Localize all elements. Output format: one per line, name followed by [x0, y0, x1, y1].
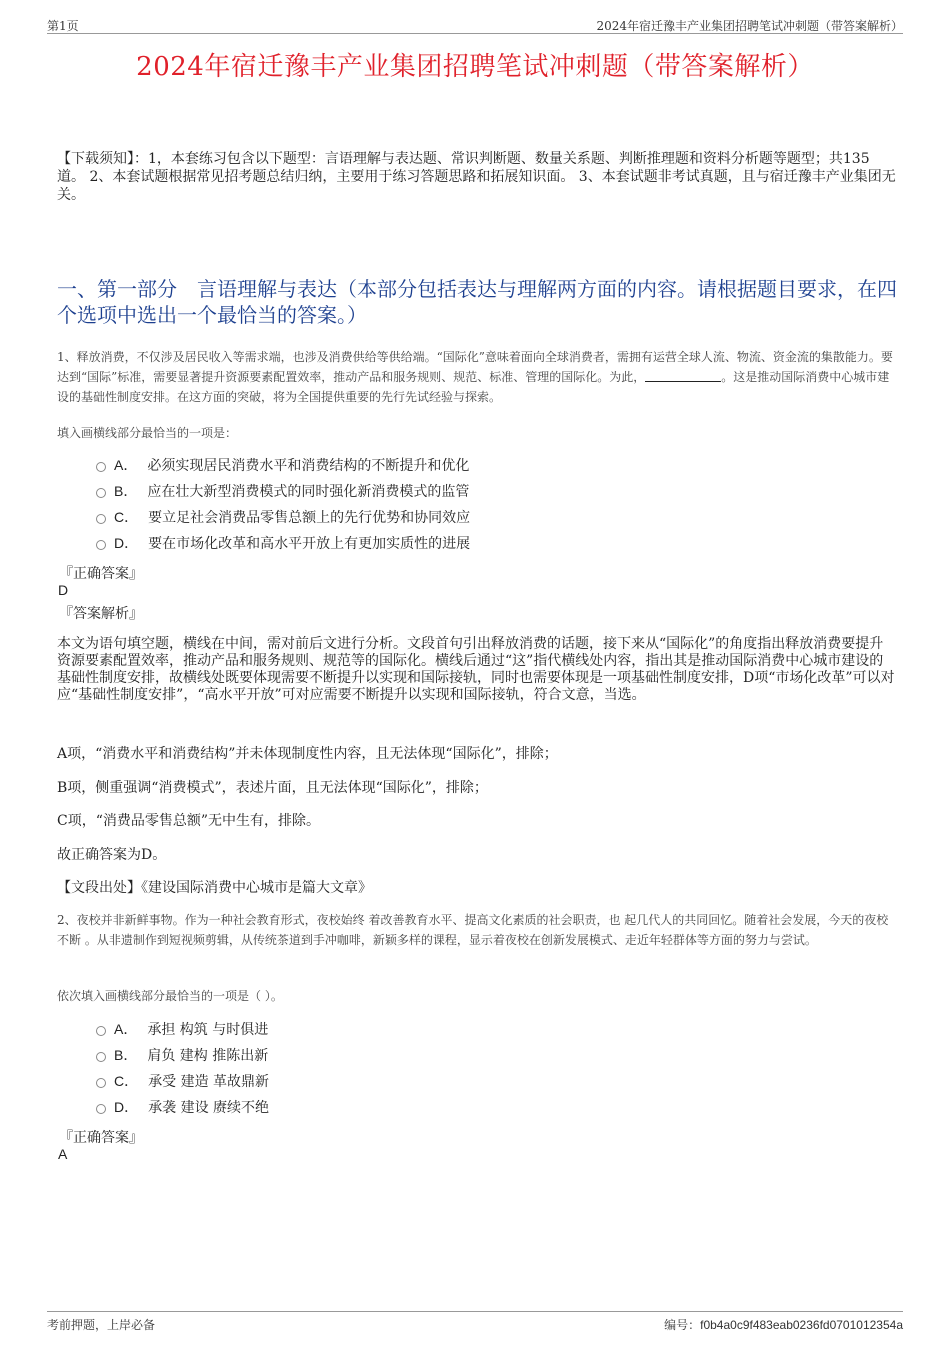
section-title: 一、第一部分 言语理解与表达（本部分包括表达与理解两方面的内容。请根据题目要求，在四个选项中选出一个最恰当的答案。）	[57, 277, 897, 327]
question-1-stem	[57, 347, 897, 407]
question-2-options	[96, 1016, 269, 1120]
question-2-answer: A	[58, 1146, 68, 1162]
question-1-analysis-label: 『答案解析』	[59, 606, 143, 622]
footer-code	[664, 1316, 903, 1333]
question-1-stem-before: 1、释放消费，不仅涉及居民收入等需求端，也涉及消费供给等供给端。“国际化”意味着面向全球消费者，需拥有运营全球人流、物流、资金流的集散能力。要达到“国际”标准，需要显著提升资源要素配置效率，推动产品和服务规则、规范、标准、管理的国际化。为此，	[57, 350, 893, 384]
header-doc-title: 2024年宿迁豫丰产业集团招聘笔试冲刺题（带答案解析）	[596, 19, 903, 33]
page-header	[47, 14, 903, 34]
radio-icon[interactable]	[96, 1026, 106, 1036]
document-title: 2024年宿迁豫丰产业集团招聘笔试冲刺题（带答案解析）	[136, 52, 814, 82]
question-1-option-d[interactable]: D． 要在市场化改革和高水平开放上有更加实质性的进展	[96, 530, 470, 556]
page-number: 第1页	[47, 19, 79, 33]
radio-icon[interactable]	[96, 1052, 106, 1062]
radio-icon[interactable]	[96, 1078, 106, 1088]
footer-code-label: 编号：	[664, 1318, 701, 1332]
question-1-options	[96, 452, 470, 556]
question-1-option-c[interactable]: C． 要立足社会消费品零售总额上的先行优势和协同效应	[96, 504, 470, 530]
question-1-source: 【文段出处】《建设国际消费中心城市是篇大文章》	[57, 880, 372, 896]
question-1-option-a[interactable]: A． 必须实现居民消费水平和消费结构的不断提升和优化	[96, 452, 470, 478]
question-2-option-a[interactable]: A． 承担 构筑 与时俱进	[96, 1016, 269, 1042]
question-1-note-a: A项，“消费水平和消费结构”并未体现制度性内容，且无法体现“国际化”，排除；	[57, 746, 558, 762]
footer-code-value: f0b4a0c9f483eab0236fd0701012354a	[700, 1318, 903, 1332]
radio-icon[interactable]	[96, 1104, 106, 1114]
page-footer	[47, 1311, 903, 1331]
question-1-answer-label: 『正确答案』	[59, 566, 143, 582]
question-1-conclusion: 故正确答案为D。	[57, 847, 167, 863]
question-1-note-c: C项，“消费品零售总额”无中生有，排除。	[57, 813, 321, 829]
question-1-option-b[interactable]: B． 应在壮大新型消费模式的同时强化新消费模式的监管	[96, 478, 470, 504]
question-1-analysis: 本文为语句填空题，横线在中间，需对前后文进行分析。文段首句引出释放消费的话题，接下来从“国际化”的角度指出释放消费要提升资源要素配置效率，推动产品和服务规则、规范等的国际化。横线后通过“这”指代横线处内容，指出其是推动国际消费中心城市建设的基础性制度安排，故横线处既要体现需要不断提升以实现和国际接轨，同时也需要体现是一项基础性制度安排，D项“市场化改革”可以对应“基础性制度安排”，“高水平开放”可对应需要不断提升以实现和国际接轨，符合文意，当选。	[57, 636, 895, 703]
radio-icon[interactable]	[96, 540, 106, 550]
question-2-answer-label: 『正确答案』	[59, 1130, 143, 1146]
fill-blank-line	[645, 369, 721, 382]
question-2-stem: 2、夜校并非新鲜事物。作为一种社会教育形式，夜校始终 着改善教育水平、提高文化素质的社会职责，也 起几代人的共同回忆。随着社会发展，今天的夜校不断 。从非遗制作到短视频剪辑，从传统茶道到手冲咖啡，新颖多样的课程，显示着夜校在创新发展模式、走近年轻群体等方面的努力与尝试。	[57, 913, 889, 947]
download-notice: 【下载须知】：1，本套练习包含以下题型：言语理解与表达题、常识判断题、数量关系题、判断推理题和资料分析题等题型；共135道。 2、本套试题根据常见招考题总结归纳，主要用于练习答题思路和拓展知识面。 3、本套试题非考试真题，且与宿迁豫丰产业集团无关。	[57, 151, 896, 203]
question-1-note-b: B项，侧重强调“消费模式”，表述片面，且无法体现“国际化”，排除；	[57, 780, 488, 796]
question-2-prompt: 依次填入画横线部分最恰当的一项是（ ）。	[57, 989, 283, 1003]
footer-slogan: 考前押题，上岸必备	[47, 1318, 156, 1332]
question-1-answer: D	[58, 582, 69, 598]
question-2-option-b[interactable]: B． 肩负 建构 推陈出新	[96, 1042, 269, 1068]
radio-icon[interactable]	[96, 488, 106, 498]
question-2-option-c[interactable]: C． 承受 建造 革故鼎新	[96, 1068, 269, 1094]
question-1-prompt: 填入画横线部分最恰当的一项是：	[57, 426, 238, 440]
radio-icon[interactable]	[96, 514, 106, 524]
radio-icon[interactable]	[96, 462, 106, 472]
question-1-stem-after: 。这是推动国际消费中心城市建设的基础性制度安排。在这方面的突破，将为全国提供重要的先行先试经验与探索。	[57, 370, 890, 404]
question-2-option-d[interactable]: D． 承袭 建设 赓续不绝	[96, 1094, 269, 1120]
